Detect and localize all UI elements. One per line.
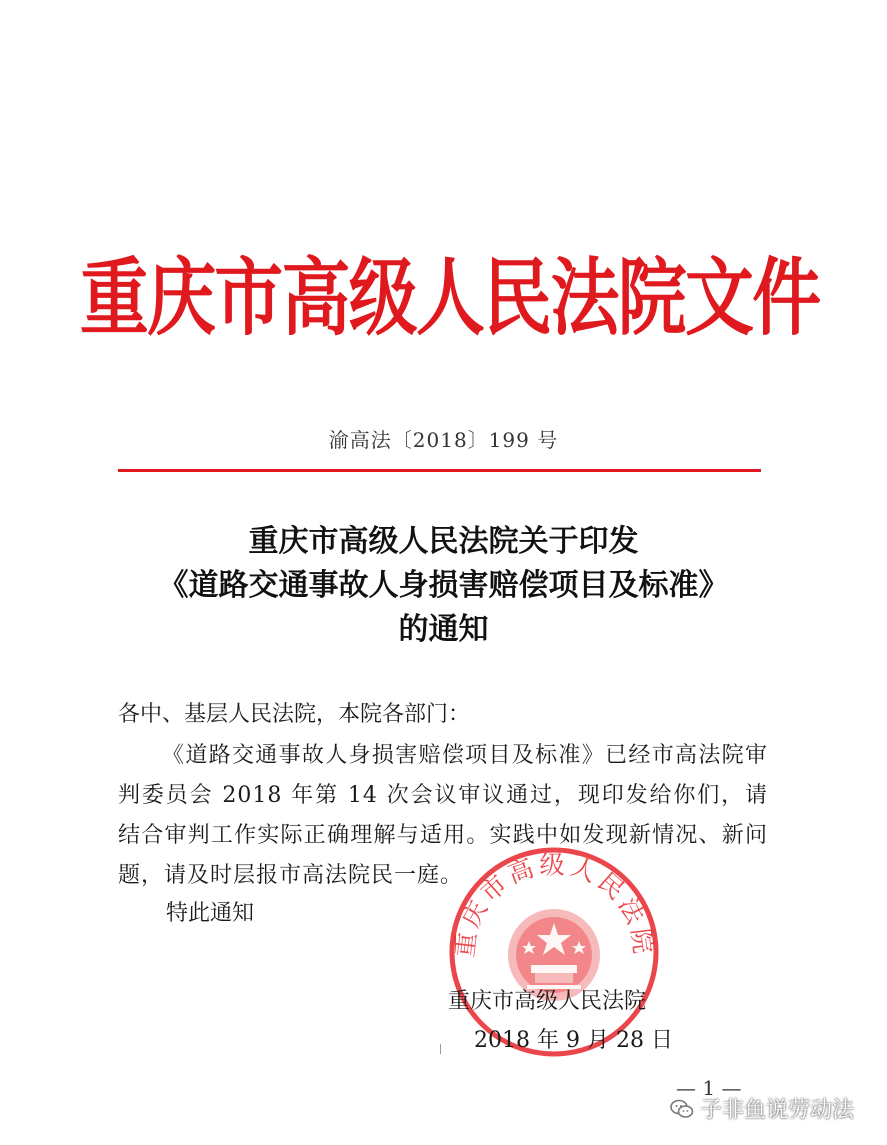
wechat-icon xyxy=(670,1098,694,1120)
document-number: 渝高法〔2018〕199 号 xyxy=(328,428,559,452)
document-header: 重庆市高级人民法院文件 xyxy=(79,249,820,347)
margin-mark xyxy=(440,1044,441,1054)
body-text xyxy=(118,736,768,896)
page-number: — 1 — xyxy=(676,1076,742,1100)
signing-authority: 重庆市高级人民法院 xyxy=(448,989,647,1014)
red-divider-line xyxy=(118,469,761,472)
seal-text: 重庆市高级人民法院 xyxy=(450,850,658,959)
watermark xyxy=(670,1093,854,1124)
closing-text: 特此通知 xyxy=(166,901,255,926)
body-paragraph: 《道路交通事故人身损害赔偿项目及标准》已经市高法院审判委员会 2018 年第 14 次会议审议通过，现印发给你们，请结合审判工作实际正确理解与适用。实践中如发现新情况、新问题，请及时层报市高法院民一庭。 xyxy=(118,743,768,888)
signing-date: 2018 年 9 月 28 日 xyxy=(474,1028,673,1053)
salutation: 各中、基层人民法院，本院各部门： xyxy=(118,702,471,727)
document-title xyxy=(0,520,887,652)
title-line-3: 的通知 xyxy=(398,612,489,647)
title-line-1: 重庆市高级人民法院关于印发 xyxy=(248,524,639,559)
title-line-2: 《道路交通事故人身损害赔偿项目及标准》 xyxy=(158,568,729,603)
watermark-text: 子非鱼说劳动法 xyxy=(700,1098,855,1123)
